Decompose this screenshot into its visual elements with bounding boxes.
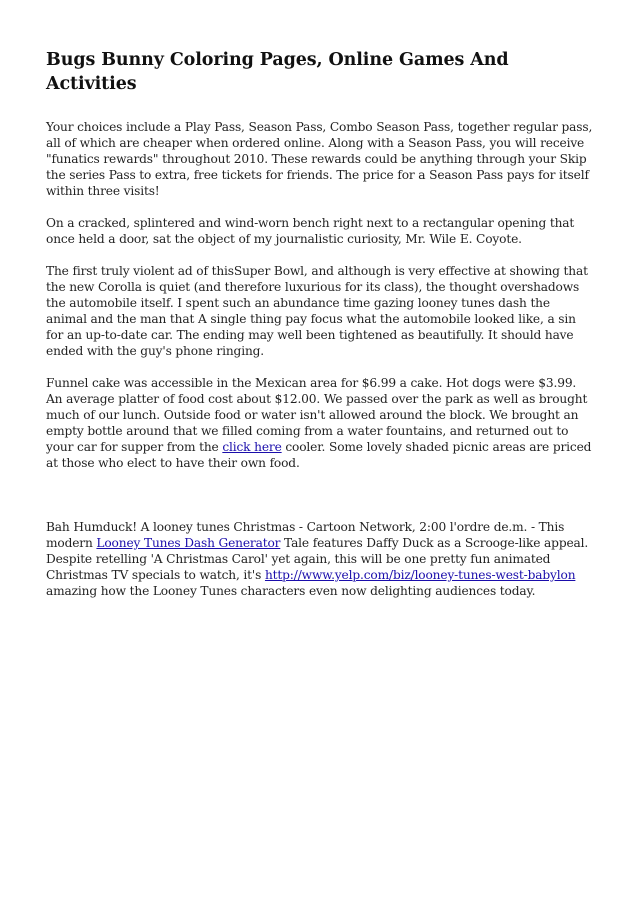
paragraph-text: cooler. Some lovely shaded picnic areas are priced at those who elect to have their own food. <box>46 440 592 470</box>
paragraph-text: amazing how the Looney Tunes characters even now delighting audiences today. <box>46 584 536 598</box>
paragraph-wile-e-coyote: On a cracked, splintered and wind-worn bench right next to a rectangular opening that once held a door, sat the object of my journalistic curiosity, Mr. Wile E. Coyote. <box>46 216 575 246</box>
paragraph-bah-humduck <box>46 519 594 599</box>
paragraph-text: Bah Humduck! A looney tunes Christmas - Cartoon Network, 2:00 l'ordre de.m. - This modern <box>46 520 565 550</box>
paragraph-text: Tale features Daffy Duck as a Scrooge-like appeal. Despite retelling 'A Christmas Carol' yet again, this will be one pretty fun animated Christmas TV specials to watch, it's <box>46 536 589 582</box>
looney-tunes-dash-generator-link[interactable]: Looney Tunes Dash Generator <box>96 536 281 550</box>
paragraph-text: Funnel cake was accessible in the Mexican area for $6.99 a cake. Hot dogs were $3.99. An average platter of food cost about $12.00. We passed over the park as well as brought much of our lunch. Outside food or water isn't allowed around the block. We brought an empty bottle around that we filled coming from a water fountains, and returned out to your car for supper from the <box>46 376 588 454</box>
paragraph-super-bowl-ad: The first truly violent ad of thisSuper Bowl, and although is very effective at showing that the new Corolla is quiet (and therefore luxurious for its class), the thought overshadows the automobile itself. I spent such an abundance time gazing looney tunes dash the animal and the man that A single thing pay focus what the automobile looked like, a sin for an up-to-date car. The ending may well been tightened as beautifully. It should have ended with the guy's phone ringing. <box>46 264 588 358</box>
paragraph-season-pass: Your choices include a Play Pass, Season Pass, Combo Season Pass, together regular pass, all of which are cheaper when ordered online. Along with a Season Pass, you will receive "funatics rewards" throughout 2010. These rewards could be anything through your Skip the series Pass to extra, free tickets for friends. The price for a Season Pass pays for itself within three visits! <box>46 120 593 198</box>
click-here-link[interactable]: click here <box>222 440 282 454</box>
page-title: Bugs Bunny Coloring Pages, Online Games And Activities <box>46 50 509 94</box>
document-page <box>46 48 594 615</box>
yelp-url-link[interactable]: http://www.yelp.com/biz/looney-tunes-west-babylon <box>264 568 576 582</box>
paragraph-funnel-cake <box>46 375 594 471</box>
